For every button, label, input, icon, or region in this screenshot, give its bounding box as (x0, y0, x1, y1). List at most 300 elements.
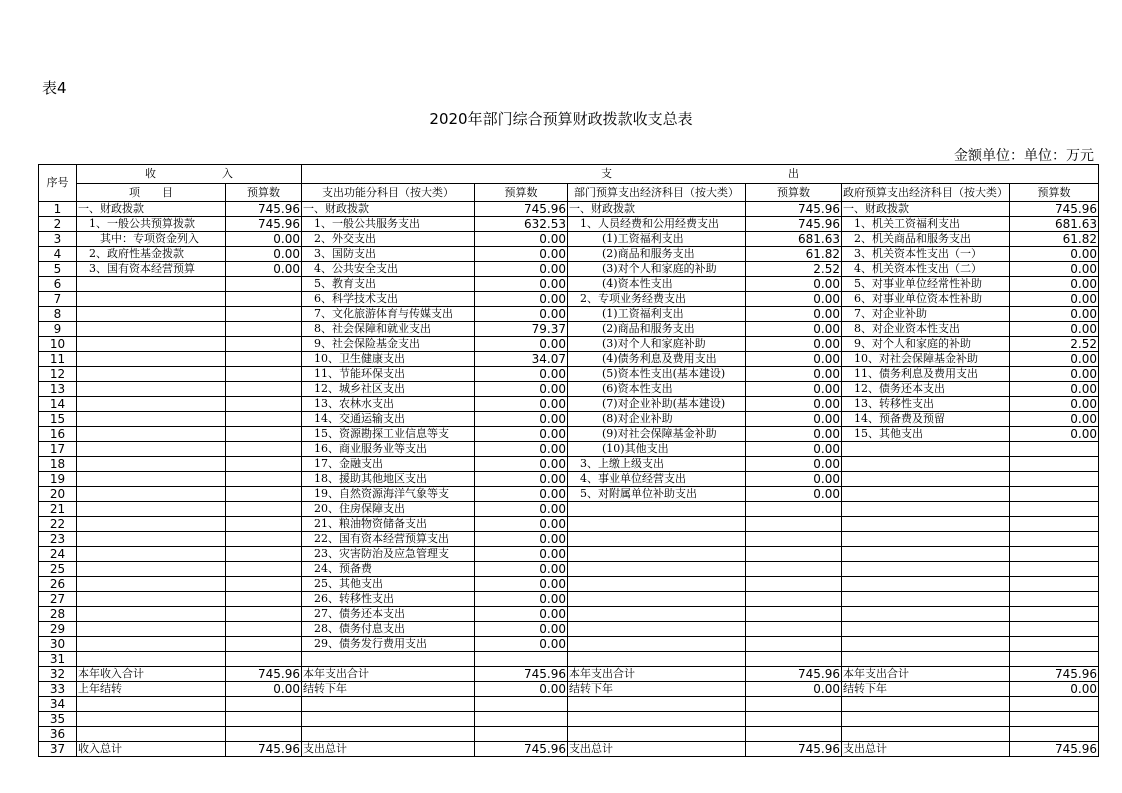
func-class-item: 14、交通运输支出 (302, 412, 475, 427)
gov-econ-item (842, 517, 1010, 532)
row-number: 21 (39, 502, 77, 517)
row-number: 9 (39, 322, 77, 337)
income-budget (226, 607, 302, 622)
dept-econ-budget (746, 562, 842, 577)
income-item (77, 397, 226, 412)
row-number: 28 (39, 607, 77, 622)
gov-econ-budget: 0.00 (1010, 367, 1099, 382)
func-class-item: 23、灾害防治及应急管理支 (302, 547, 475, 562)
dept-econ-item (568, 727, 746, 742)
func-class-budget: 79.37 (475, 322, 568, 337)
income-item: 2、政府性基金拨款 (77, 247, 226, 262)
gov-econ-item: 7、对企业补助 (842, 307, 1010, 322)
row-number: 23 (39, 532, 77, 547)
func-class-budget: 0.00 (475, 277, 568, 292)
dept-econ-item (568, 652, 746, 667)
dept-econ-budget (746, 697, 842, 712)
amount-unit: 金额单位：单位：万元 (954, 148, 1094, 164)
income-budget (226, 397, 302, 412)
func-class-item: 26、转移性支出 (302, 592, 475, 607)
func-class-budget (475, 727, 568, 742)
row-number: 8 (39, 307, 77, 322)
gov-econ-budget: 0.00 (1010, 307, 1099, 322)
func-class-budget (475, 712, 568, 727)
seq-header: 序号 (39, 165, 77, 202)
gov-econ-header: 政府预算支出经济科目（按大类） (842, 184, 1010, 202)
func-class-budget: 745.96 (475, 202, 568, 217)
gov-econ-budget: 0.00 (1010, 412, 1099, 427)
income-item: 收入总计 (77, 742, 226, 757)
dept-econ-budget (746, 517, 842, 532)
row-number: 18 (39, 457, 77, 472)
income-budget (226, 517, 302, 532)
gov-econ-budget: 2.52 (1010, 337, 1099, 352)
gov-econ-item (842, 472, 1010, 487)
row-number: 29 (39, 622, 77, 637)
page-title: 2020年部门综合预算财政拨款收支总表 (429, 110, 693, 128)
func-class-item: 4、公共安全支出 (302, 262, 475, 277)
func-class-header: 支出功能分科目（按大类） (302, 184, 475, 202)
table-tag: 表4 (42, 79, 67, 97)
row-number: 32 (39, 667, 77, 682)
func-class-budget: 632.53 (475, 217, 568, 232)
gov-econ-budget (1010, 652, 1099, 667)
income-budget (226, 337, 302, 352)
table-row (39, 742, 1099, 757)
dept-econ-budget: 0.00 (746, 397, 842, 412)
income-budget (226, 637, 302, 652)
func-class-budget: 0.00 (475, 292, 568, 307)
row-number: 25 (39, 562, 77, 577)
dept-econ-budget: 0.00 (746, 427, 842, 442)
table-row (39, 322, 1099, 337)
dept-econ-budget: 0.00 (746, 382, 842, 397)
row-number: 5 (39, 262, 77, 277)
gov-econ-item (842, 712, 1010, 727)
gov-econ-budget (1010, 502, 1099, 517)
table-row (39, 712, 1099, 727)
func-class-item: 本年支出合计 (302, 667, 475, 682)
func-class-item: 18、援助其他地区支出 (302, 472, 475, 487)
income-item: 本年收入合计 (77, 667, 226, 682)
dept-econ-item (568, 607, 746, 622)
gov-econ-budget: 0.00 (1010, 277, 1099, 292)
func-class-item: 28、债务付息支出 (302, 622, 475, 637)
income-budget (226, 547, 302, 562)
func-class-item (302, 697, 475, 712)
income-item (77, 637, 226, 652)
gov-econ-budget: 0.00 (1010, 427, 1099, 442)
dept-econ-budget (746, 637, 842, 652)
income-item (77, 307, 226, 322)
income-item (77, 442, 226, 457)
dept-econ-budget: 0.00 (746, 277, 842, 292)
income-item (77, 727, 226, 742)
gov-econ-item: 一、财政拨款 (842, 202, 1010, 217)
func-class-item (302, 652, 475, 667)
table-row (39, 277, 1099, 292)
income-budget (226, 427, 302, 442)
row-number: 13 (39, 382, 77, 397)
gov-econ-budget (1010, 547, 1099, 562)
func-class-item: 20、住房保障支出 (302, 502, 475, 517)
func-class-item: 8、社会保障和就业支出 (302, 322, 475, 337)
func-class-budget: 0.00 (475, 517, 568, 532)
table-row (39, 592, 1099, 607)
dept-econ-budget: 0.00 (746, 457, 842, 472)
dept-econ-item (568, 622, 746, 637)
gov-econ-budget: 681.63 (1010, 217, 1099, 232)
gov-econ-item: 11、债务利息及费用支出 (842, 367, 1010, 382)
income-budget: 0.00 (226, 262, 302, 277)
income-budget (226, 577, 302, 592)
row-number: 15 (39, 412, 77, 427)
dept-econ-budget: 0.00 (746, 442, 842, 457)
income-budget (226, 412, 302, 427)
gov-econ-budget: 0.00 (1010, 322, 1099, 337)
func-class-item: 3、国防支出 (302, 247, 475, 262)
func-class-item: 一、财政拨款 (302, 202, 475, 217)
dept-econ-budget: 0.00 (746, 412, 842, 427)
income-item (77, 592, 226, 607)
func-class-budget: 0.00 (475, 472, 568, 487)
dept-econ-budget (746, 652, 842, 667)
dept-econ-item (568, 532, 746, 547)
income-item (77, 337, 226, 352)
func-class-budget: 0.00 (475, 442, 568, 457)
gov-econ-item (842, 487, 1010, 502)
gov-econ-item: 15、其他支出 (842, 427, 1010, 442)
gov-econ-item (842, 652, 1010, 667)
func-class-item: 支出总计 (302, 742, 475, 757)
gov-econ-budget (1010, 577, 1099, 592)
income-item (77, 427, 226, 442)
gov-econ-budget: 0.00 (1010, 382, 1099, 397)
func-class-budget: 0.00 (475, 382, 568, 397)
gov-econ-item (842, 622, 1010, 637)
income-budget (226, 307, 302, 322)
gov-econ-item: 1、机关工资福利支出 (842, 217, 1010, 232)
dept-econ-budget (746, 532, 842, 547)
func-class-budget: 0.00 (475, 607, 568, 622)
gov-econ-budget (1010, 562, 1099, 577)
gov-econ-item: 8、对企业资本性支出 (842, 322, 1010, 337)
dept-econ-item: (3)对个人和家庭补助 (568, 337, 746, 352)
dept-econ-item: 支出总计 (568, 742, 746, 757)
table-row (39, 307, 1099, 322)
func-class-item: 9、社会保险基金支出 (302, 337, 475, 352)
gov-econ-item: 10、对社会保障基金补助 (842, 352, 1010, 367)
income-item (77, 577, 226, 592)
gov-econ-budget: 0.00 (1010, 247, 1099, 262)
dept-econ-item (568, 502, 746, 517)
func-class-item: 25、其他支出 (302, 577, 475, 592)
dept-econ-item (568, 562, 746, 577)
income-budget (226, 487, 302, 502)
income-item (77, 367, 226, 382)
income-item (77, 607, 226, 622)
gov-econ-budget: 745.96 (1010, 202, 1099, 217)
row-number: 11 (39, 352, 77, 367)
dept-econ-budget (746, 502, 842, 517)
gov-econ-item (842, 457, 1010, 472)
income-item (77, 412, 226, 427)
budget-header: 预算数 (226, 184, 302, 202)
dept-econ-item (568, 547, 746, 562)
gov-econ-item (842, 562, 1010, 577)
func-class-budget: 0.00 (475, 622, 568, 637)
income-budget (226, 532, 302, 547)
func-class-item: 结转下年 (302, 682, 475, 697)
func-class-budget: 0.00 (475, 307, 568, 322)
income-budget (226, 562, 302, 577)
income-item (77, 472, 226, 487)
dept-econ-budget: 745.96 (746, 217, 842, 232)
dept-econ-item: (1)工资福利支出 (568, 307, 746, 322)
income-item (77, 532, 226, 547)
func-class-budget: 0.00 (475, 367, 568, 382)
dept-econ-budget: 0.00 (746, 367, 842, 382)
dept-econ-budget: 0.00 (746, 682, 842, 697)
dept-econ-item: 3、上缴上级支出 (568, 457, 746, 472)
gov-econ-budget (1010, 697, 1099, 712)
dept-econ-item: (3)对个人和家庭的补助 (568, 262, 746, 277)
dept-econ-item: (8)对企业补助 (568, 412, 746, 427)
expense-header: 支 出 (302, 165, 1099, 184)
table-row (39, 517, 1099, 532)
dept-econ-budget: 2.52 (746, 262, 842, 277)
dept-econ-budget (746, 727, 842, 742)
dept-econ-item: 一、财政拨款 (568, 202, 746, 217)
row-number: 6 (39, 277, 77, 292)
gov-econ-budget: 745.96 (1010, 742, 1099, 757)
income-budget (226, 652, 302, 667)
table-row (39, 652, 1099, 667)
income-budget: 0.00 (226, 682, 302, 697)
income-budget (226, 697, 302, 712)
row-number: 27 (39, 592, 77, 607)
row-number: 12 (39, 367, 77, 382)
func-class-item: 22、国有资本经营预算支出 (302, 532, 475, 547)
income-budget (226, 352, 302, 367)
income-budget (226, 292, 302, 307)
gov-econ-item: 3、机关资本性支出（一） (842, 247, 1010, 262)
gov-econ-budget (1010, 637, 1099, 652)
dept-econ-budget: 745.96 (746, 667, 842, 682)
table-row (39, 472, 1099, 487)
gov-econ-item (842, 697, 1010, 712)
dept-econ-budget (746, 622, 842, 637)
func-class-item: 16、商业服务业等支出 (302, 442, 475, 457)
gov-econ-item: 2、机关商品和服务支出 (842, 232, 1010, 247)
dept-econ-item: 2、专项业务经费支出 (568, 292, 746, 307)
func-class-budget: 745.96 (475, 742, 568, 757)
func-class-budget (475, 697, 568, 712)
func-class-budget: 0.00 (475, 232, 568, 247)
gov-econ-budget: 0.00 (1010, 682, 1099, 697)
dept-econ-item: (4)债务利息及费用支出 (568, 352, 746, 367)
table-row (39, 562, 1099, 577)
dept-econ-budget: 0.00 (746, 337, 842, 352)
income-item (77, 322, 226, 337)
table-row (39, 262, 1099, 277)
row-number: 16 (39, 427, 77, 442)
func-class-item: 15、资源勘探工业信息等支 (302, 427, 475, 442)
dept-econ-budget: 0.00 (746, 472, 842, 487)
gov-econ-item (842, 592, 1010, 607)
income-item: 3、国有资本经营预算 (77, 262, 226, 277)
income-budget (226, 622, 302, 637)
income-item: 上年结转 (77, 682, 226, 697)
income-item (77, 502, 226, 517)
func-class-budget: 0.00 (475, 502, 568, 517)
table-row (39, 667, 1099, 682)
table-row (39, 427, 1099, 442)
income-item: 其中：专项资金列入 (77, 232, 226, 247)
income-budget (226, 727, 302, 742)
dept-econ-header: 部门预算支出经济科目（按大类） (568, 184, 746, 202)
budget-header: 预算数 (746, 184, 842, 202)
income-item (77, 712, 226, 727)
dept-econ-budget: 681.63 (746, 232, 842, 247)
func-class-item: 10、卫生健康支出 (302, 352, 475, 367)
gov-econ-item (842, 637, 1010, 652)
gov-econ-item: 6、对事业单位资本性补助 (842, 292, 1010, 307)
income-budget: 0.00 (226, 232, 302, 247)
gov-econ-budget (1010, 487, 1099, 502)
gov-econ-budget: 0.00 (1010, 292, 1099, 307)
row-number: 22 (39, 517, 77, 532)
income-budget (226, 457, 302, 472)
gov-econ-budget (1010, 592, 1099, 607)
row-number: 26 (39, 577, 77, 592)
income-budget (226, 277, 302, 292)
gov-econ-budget (1010, 727, 1099, 742)
row-number: 24 (39, 547, 77, 562)
table-row (39, 727, 1099, 742)
dept-econ-item: (9)对社会保障基金补助 (568, 427, 746, 442)
table-row (39, 232, 1099, 247)
income-item (77, 277, 226, 292)
row-number: 33 (39, 682, 77, 697)
row-number: 30 (39, 637, 77, 652)
dept-econ-item (568, 697, 746, 712)
table-row (39, 577, 1099, 592)
gov-econ-item: 14、预备费及预留 (842, 412, 1010, 427)
income-budget: 745.96 (226, 202, 302, 217)
dept-econ-item: (10)其他支出 (568, 442, 746, 457)
income-budget: 745.96 (226, 217, 302, 232)
func-class-budget: 0.00 (475, 487, 568, 502)
dept-econ-item: 本年支出合计 (568, 667, 746, 682)
income-item (77, 562, 226, 577)
table-row (39, 292, 1099, 307)
row-number: 3 (39, 232, 77, 247)
func-class-item: 19、自然资源海洋气象等支 (302, 487, 475, 502)
func-class-item: 24、预备费 (302, 562, 475, 577)
func-class-item: 17、金融支出 (302, 457, 475, 472)
gov-econ-budget (1010, 442, 1099, 457)
func-class-item: 21、粮油物资储备支出 (302, 517, 475, 532)
dept-econ-budget: 0.00 (746, 307, 842, 322)
row-number: 19 (39, 472, 77, 487)
func-class-item: 1、一般公共服务支出 (302, 217, 475, 232)
func-class-budget: 745.96 (475, 667, 568, 682)
func-class-item: 5、教育支出 (302, 277, 475, 292)
income-budget (226, 322, 302, 337)
func-class-budget: 0.00 (475, 397, 568, 412)
table-row (39, 217, 1099, 232)
table-row (39, 352, 1099, 367)
header-row-1 (39, 165, 1099, 184)
func-class-budget: 0.00 (475, 262, 568, 277)
func-class-budget: 0.00 (475, 547, 568, 562)
dept-econ-budget: 0.00 (746, 487, 842, 502)
dept-econ-item: (5)资本性支出(基本建设) (568, 367, 746, 382)
row-number: 4 (39, 247, 77, 262)
dept-econ-budget (746, 607, 842, 622)
row-number: 36 (39, 727, 77, 742)
table-row (39, 697, 1099, 712)
func-class-budget: 34.07 (475, 352, 568, 367)
income-budget (226, 382, 302, 397)
item-header: 项 目 (77, 184, 226, 202)
budget-header: 预算数 (1010, 184, 1099, 202)
gov-econ-item: 12、债务还本支出 (842, 382, 1010, 397)
func-class-budget: 0.00 (475, 427, 568, 442)
dept-econ-item: 1、人员经费和公用经费支出 (568, 217, 746, 232)
income-item (77, 652, 226, 667)
income-item (77, 487, 226, 502)
gov-econ-item: 4、机关资本性支出（二） (842, 262, 1010, 277)
dept-econ-item: 结转下年 (568, 682, 746, 697)
gov-econ-item: 支出总计 (842, 742, 1010, 757)
table-row (39, 682, 1099, 697)
income-item (77, 547, 226, 562)
func-class-budget: 0.00 (475, 337, 568, 352)
func-class-budget: 0.00 (475, 682, 568, 697)
func-class-item: 12、城乡社区支出 (302, 382, 475, 397)
func-class-item: 6、科学技术支出 (302, 292, 475, 307)
gov-econ-item (842, 442, 1010, 457)
row-number: 1 (39, 202, 77, 217)
income-budget: 0.00 (226, 247, 302, 262)
func-class-budget: 0.00 (475, 577, 568, 592)
func-class-item (302, 712, 475, 727)
dept-econ-budget: 745.96 (746, 742, 842, 757)
income-budget (226, 712, 302, 727)
func-class-budget: 0.00 (475, 637, 568, 652)
dept-econ-item: (6)资本性支出 (568, 382, 746, 397)
table-row (39, 247, 1099, 262)
row-number: 2 (39, 217, 77, 232)
func-class-budget: 0.00 (475, 532, 568, 547)
table-row (39, 637, 1099, 652)
gov-econ-budget (1010, 472, 1099, 487)
table-row (39, 622, 1099, 637)
row-number: 20 (39, 487, 77, 502)
income-header: 收 入 (77, 165, 302, 184)
table-row (39, 487, 1099, 502)
gov-econ-item: 13、转移性支出 (842, 397, 1010, 412)
dept-econ-budget (746, 592, 842, 607)
dept-econ-item: (2)商品和服务支出 (568, 322, 746, 337)
gov-econ-budget: 61.82 (1010, 232, 1099, 247)
func-class-budget (475, 652, 568, 667)
func-class-budget: 0.00 (475, 247, 568, 262)
row-number: 37 (39, 742, 77, 757)
table-row (39, 457, 1099, 472)
